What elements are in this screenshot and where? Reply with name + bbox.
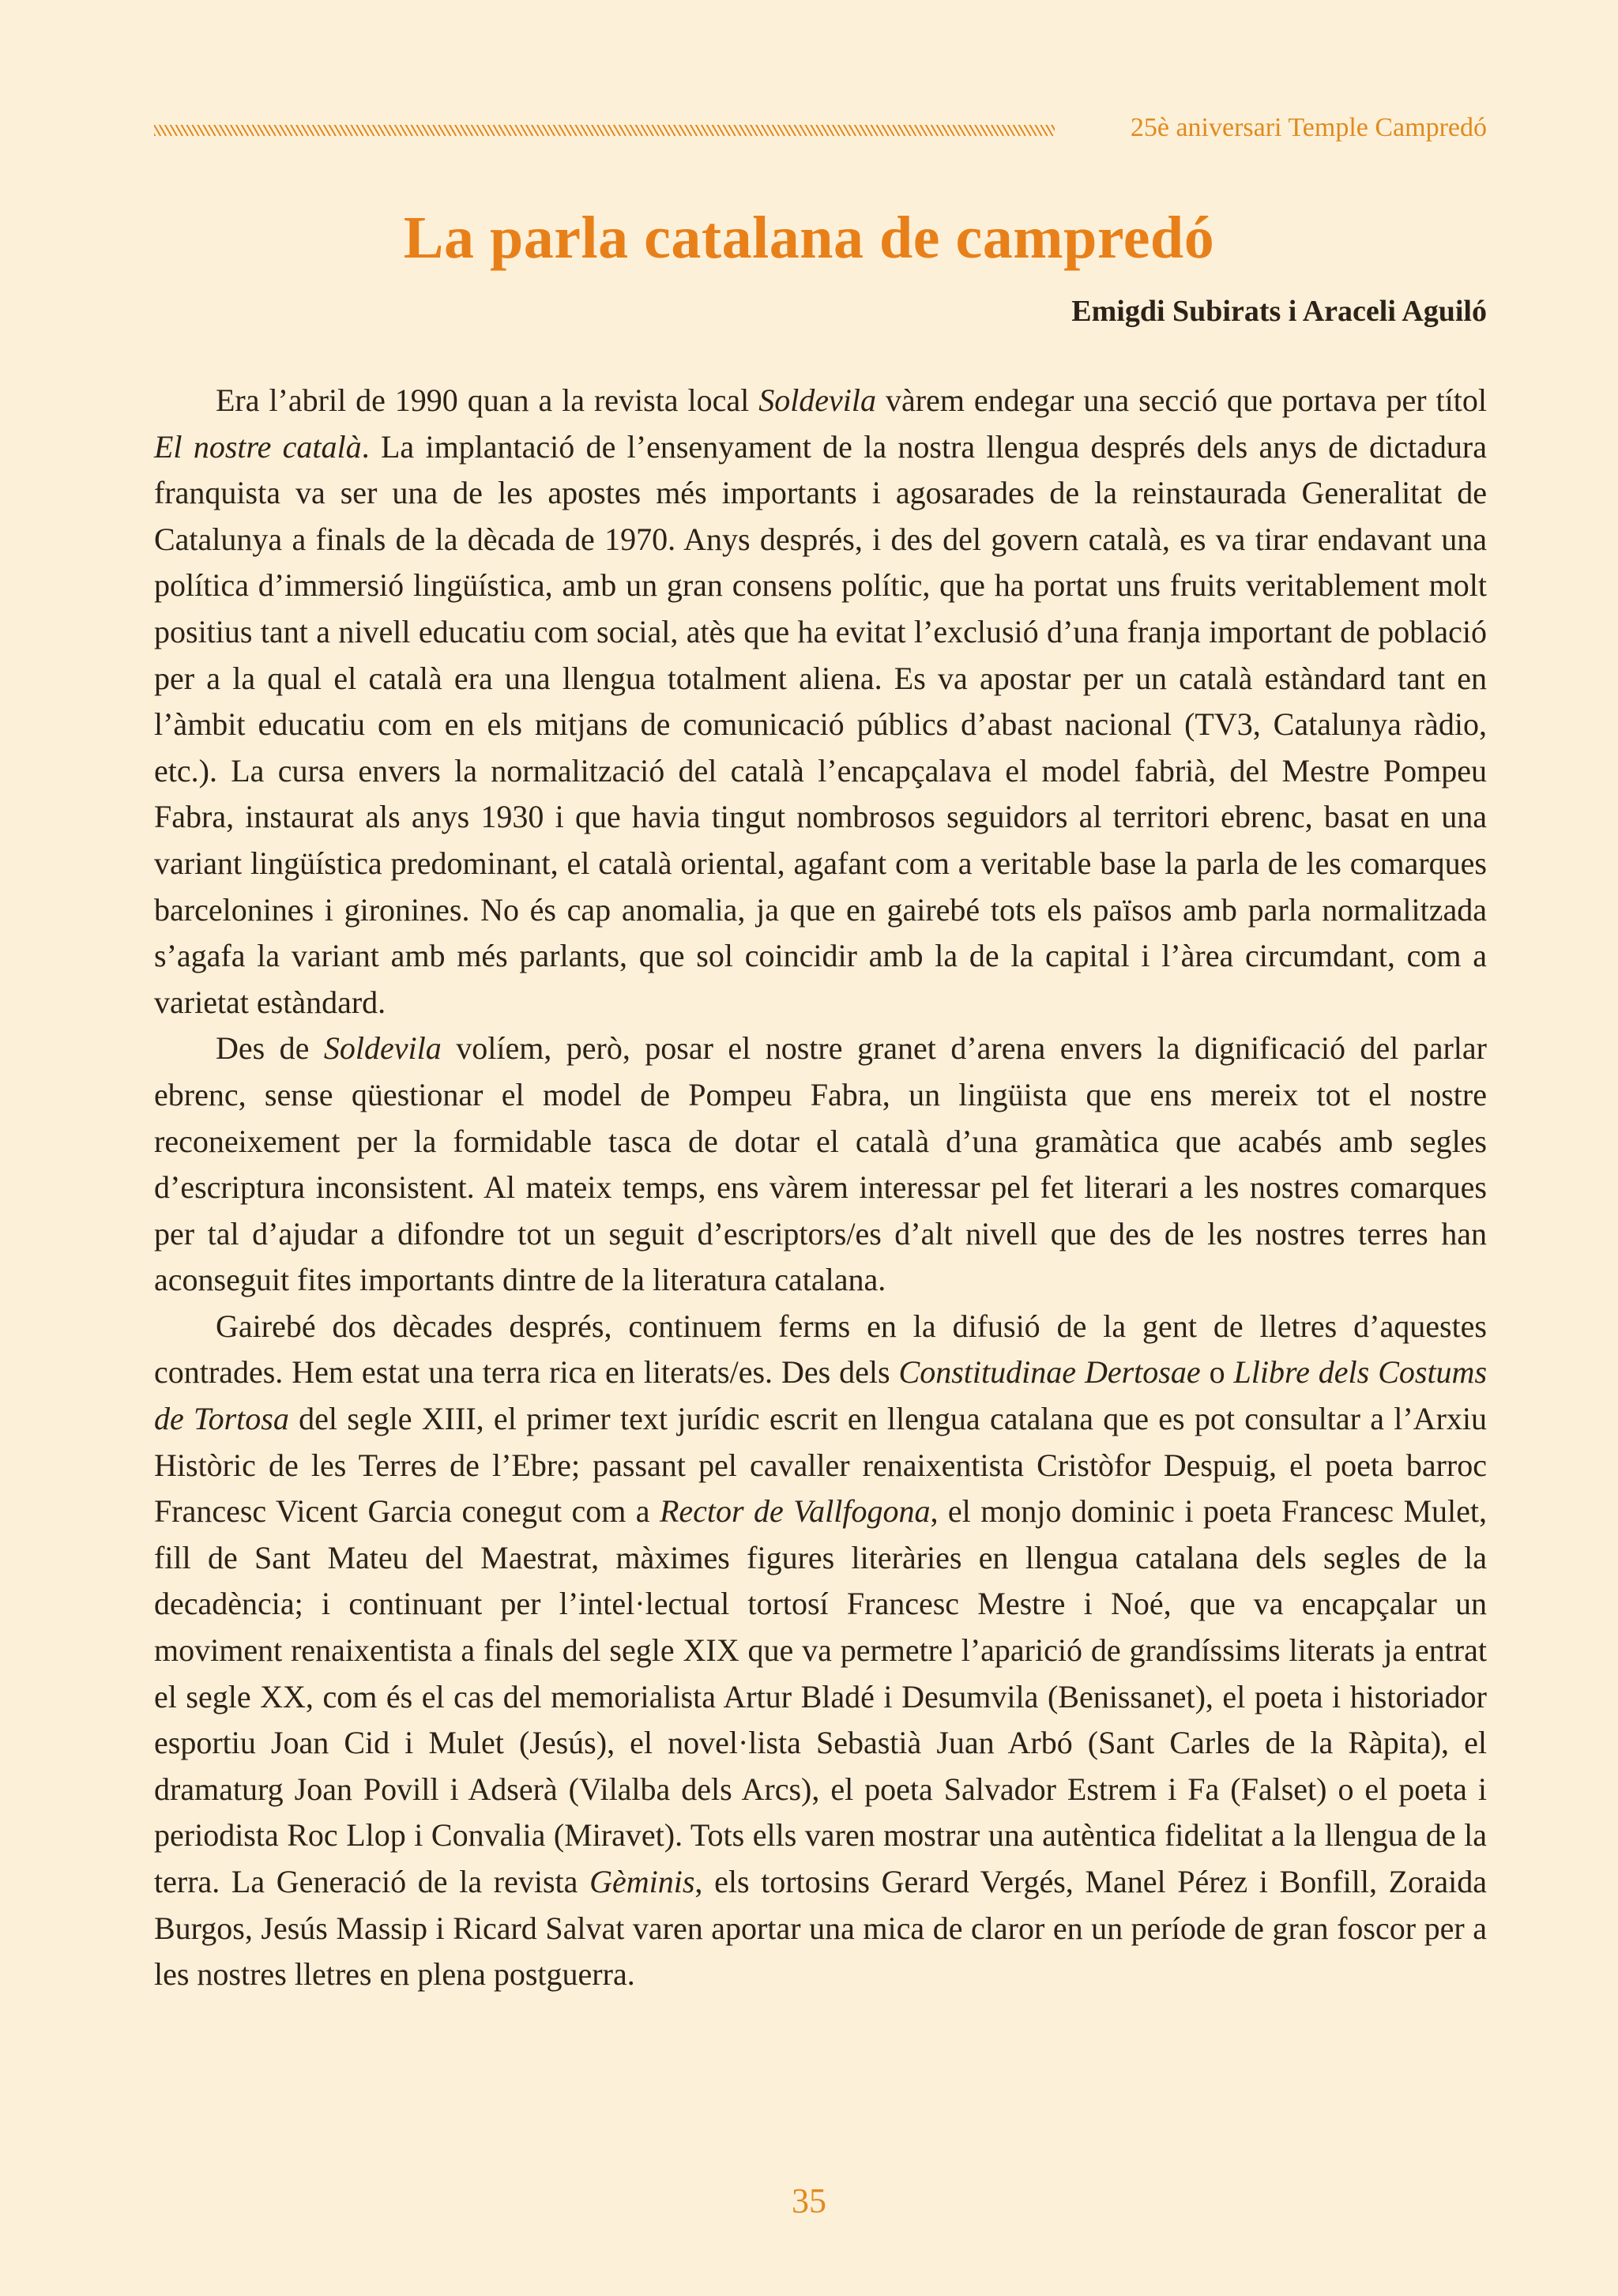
article-title: La parla catalana de campredó (403, 205, 1215, 271)
italic-run: Soldevila (758, 382, 877, 418)
text-run: volíem, però, posar el nostre granet d’arena envers la dignificació del parlar ebrenc, sense qüestionar el model de Pompeu Fabra, un lingüista que ens mereix tot el nostre reconeixement per la formidable tasca de dotar el català d’una gramàtica que acabés amb segles d’escriptura inconsistent. Al mateix temps, ens vàrem interessar pel fet literari a les nostres comarques per tal d’ajudar a difondre tot un seguit d’escriptors/es d’alt nivell que des de les nostres terres han aconseguit fites importants dintre de la literatura catalana. (154, 1030, 1487, 1298)
text-run: del segle XIII, el primer text jurídic escrit en llengua catalana que es pot consultar a l’Arxiu Històric de les Terres de l’Ebre; passant pel cavaller renaixentista Cristòfor Despuig, el poeta barroc Francesc Vicent Garcia conegut com a (154, 1401, 1487, 1530)
running-head: 25è aniversari Temple Campredó (1130, 113, 1487, 142)
italic-run: Rector de Vallfogona (659, 1493, 931, 1530)
italic-run: Llibre dels Costums de Tortosa (154, 1354, 1488, 1437)
page-number: 35 (792, 2181, 826, 2220)
italic-run: Constitudinae Dertosae (898, 1354, 1201, 1391)
text-run: o (1200, 1354, 1234, 1391)
article-body (154, 378, 1487, 1998)
paragraph-2 (154, 1026, 1487, 1304)
italic-run: Gèminis (589, 1864, 695, 1899)
text-run: Des de (216, 1030, 324, 1067)
text-run: Gairebé dos dècades després, continuem ferms en la difusió de la gent de lletres d’aquestes contrades. Hem estat una terra rica en literats/es. Des dels (154, 1308, 1487, 1391)
paragraph-3 (154, 1304, 1487, 1998)
header-decorative-rule (154, 125, 1055, 136)
text-run: vàrem endegar una secció que portava per títol (876, 382, 1487, 418)
paragraph-1 (154, 378, 1487, 1026)
text-run: , els tortosins Gerard Vergés, Manel Pérez i Bonfill, Zoraida Burgos, Jesús Massip i Ricard Salvat varen aportar una mica de claror en un període de gran foscor per a les nostres lletres en plena postguerra. (154, 1864, 1487, 1993)
italic-run: Soldevila (323, 1030, 442, 1067)
article-authors: Emigdi Subirats i Araceli Aguiló (1071, 295, 1487, 328)
text-run: , el monjo dominic i poeta Francesc Mulet, fill de Sant Mateu del Maestrat, màximes figures literàries en llengua catalana dels segles de la decadència; i continuant per l’intel·lectual tortosí Francesc Mestre i Noé, que va encapçalar un moviment renaixentista a finals del segle XIX que va permetre l’aparició de grandíssims literats ja entrat el segle XX, com és el cas del memorialista Artur Bladé i Desumvila (Benissanet), el poeta i historiador esportiu Joan Cid i Mulet (Jesús), el novel·lista Sebastià Juan Arbó (Sant Carles de la Ràpita), el dramaturg Joan Povill i Adserà (Vilalba dels Arcs), el poeta Salvador Estrem i Fa (Falset) o el poeta i periodista Roc Llop i Convalia (Miravet). Tots ells varen mostrar una autèntica fidelitat a la llengua de la terra. La Generació de la revista (154, 1493, 1488, 1899)
italic-run: El nostre català (154, 428, 362, 465)
text-run: . La implantació de l’ensenyament de la nostra llengua després dels anys de dictadura franquista va ser una de les apostes més importants i agosarades de la reinstaurada Generalitat de Catalunya a finals de la dècada de 1970. Anys després, i des del govern català, es va tirar endavant una política d’immersió lingüística, amb un gran consens polític, que ha portat uns fruits veritablement molt positius tant a nivell educatiu com social, atès que ha evitat l’exclusió d’una franja important de població per a la qual el català era una llengua totalment aliena. Es va apostar per un català estàndard tant en l’àmbit educatiu com en els mitjans de comunicació públics d’abast nacional (TV3, Catalunya ràdio, etc.). La cursa envers la normalització del català l’encapçalava el model fabrià, del Mestre Pompeu Fabra, instaurat als anys 1930 i que havia tingut nombrosos seguidors al territori ebrenc, basat en una variant lingüística predominant, el català oriental, agafant com a veritable base la parla de les comarques barcelonines i gironines. No és cap anomalia, ja que en gairebé tots els països amb parla normalitzada s’agafa la variant amb més parlants, que sol coincidir amb la de la capital i l’àrea circumdant, com a varietat estàndard. (154, 428, 1487, 1020)
text-run: Era l’abril de 1990 quan a la revista local (216, 382, 759, 418)
